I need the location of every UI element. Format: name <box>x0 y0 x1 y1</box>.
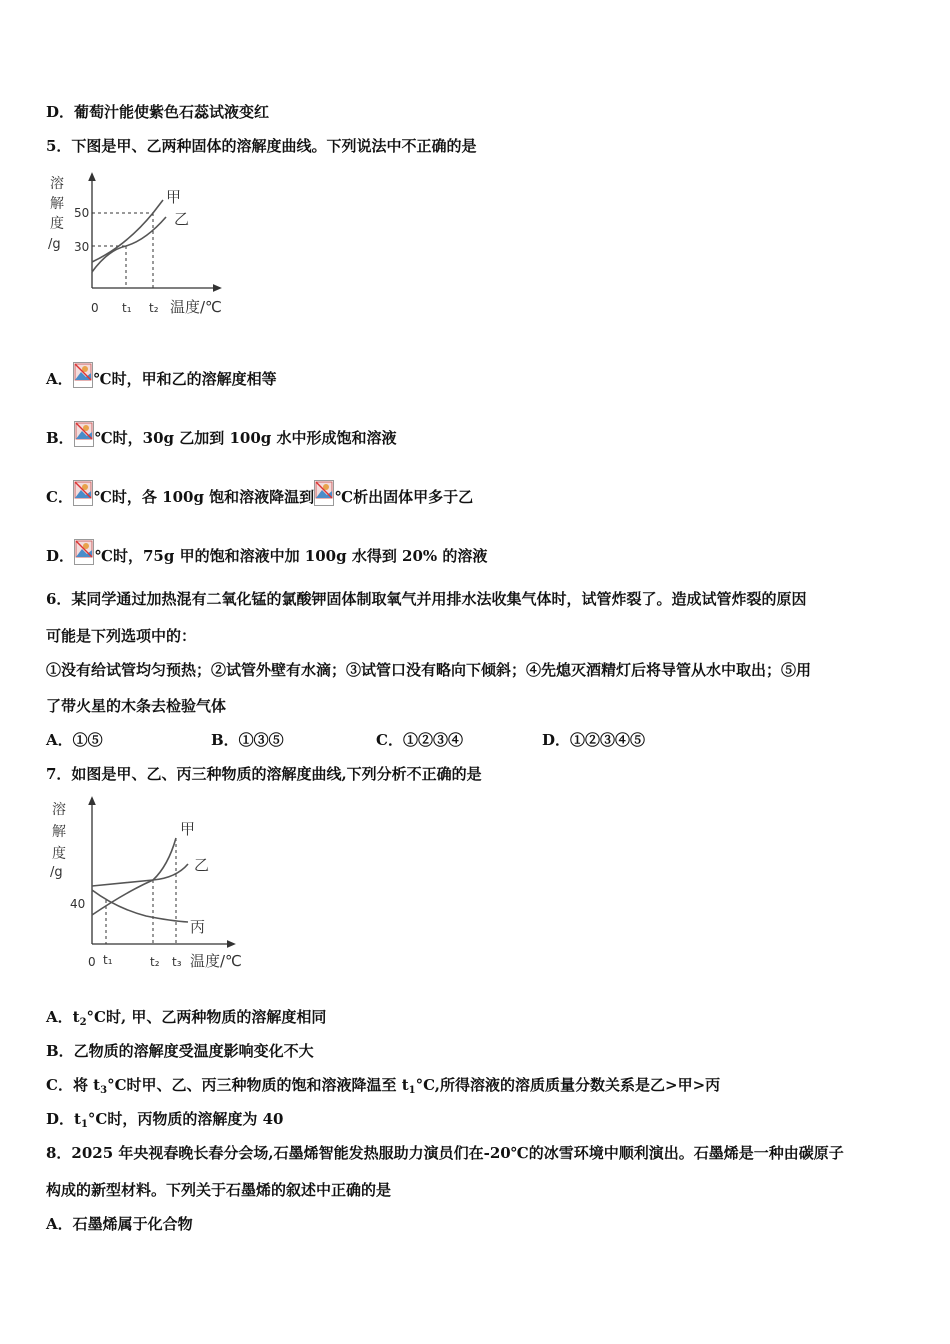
q6-stem-1: 6．某同学通过加热混有二氧化锰的氯酸钾固体制取氧气并用排水法收集气体时，试管炸裂了。造成试管炸裂的原因 <box>46 590 807 608</box>
q7-option-c <box>46 1075 720 1095</box>
q7-option-d-letter: D． <box>46 1110 75 1128</box>
q5-xlabel: 温度/℃ <box>170 298 222 316</box>
q7-ylabel-3: 度 <box>52 846 66 862</box>
q7-xtick-t1: t₁ <box>103 953 113 967</box>
q7-option-d-t: t <box>74 1110 81 1128</box>
q5-curve-yi <box>92 217 166 272</box>
broken-image-icon <box>314 480 334 506</box>
q7-curve-yi <box>92 864 188 886</box>
q7-option-c-mid: °C时甲、乙、丙三种物质的饱和溶液降温至 t <box>107 1076 409 1094</box>
q5-xtick-t1: t₁ <box>122 301 132 315</box>
q5-ylabel-2: 解 <box>50 196 64 212</box>
q7-option-c-pre: C．将 t <box>46 1076 101 1094</box>
q7-label-yi: 乙 <box>194 856 210 874</box>
q7-option-d-sub: 1 <box>80 1119 88 1130</box>
q7-option-a-text: °C时, 甲、乙两种物质的溶解度相同 <box>86 1008 327 1026</box>
q7-label-jia: 甲 <box>180 820 196 838</box>
q5-xtick-t2: t₂ <box>149 301 159 315</box>
q6-stem-4: 了带火星的木条去检验气体 <box>46 697 227 715</box>
q7-option-c-post: °C,所得溶液的溶质质量分数关系是乙>甲>丙 <box>415 1076 721 1094</box>
q7-option-d-text: °C时，丙物质的溶解度为 40 <box>87 1110 284 1128</box>
q7-curve-jia <box>92 838 176 915</box>
q5-option-b <box>46 421 397 448</box>
q5-ylabel-3: 度 <box>50 216 64 232</box>
q5-label-jia: 甲 <box>166 188 182 206</box>
q5-option-d-letter: D． <box>46 547 75 565</box>
q7-label-bing: 丙 <box>190 918 206 936</box>
q7-xtick-0: 0 <box>88 955 96 969</box>
q5-option-d <box>46 539 487 566</box>
q7-ylabel-2: 解 <box>52 824 66 840</box>
q7-option-c-sub1: 3 <box>100 1085 108 1096</box>
q5-option-a <box>46 362 277 389</box>
q7-option-d <box>46 1109 283 1129</box>
q5-option-d-text: ℃时，75g 甲的饱和溶液中加 100g 水得到 20% 的溶液 <box>95 547 488 565</box>
q5-option-a-text: ℃时，甲和乙的溶解度相等 <box>93 370 277 388</box>
broken-image-icon <box>73 362 93 388</box>
q4-option-d: D．葡萄汁能使紫色石蕊试液变红 <box>46 103 270 121</box>
q6-option-d: D．①②③④⑤ <box>542 731 646 749</box>
q7-option-b: B．乙物质的溶解度受温度影响变化不大 <box>46 1042 314 1060</box>
q7-stem: 7．如图是甲、乙、丙三种物质的溶解度曲线,下列分析不正确的是 <box>46 765 482 783</box>
q5-option-c-text-b: ℃析出固体甲多于乙 <box>335 488 474 506</box>
q7-xtick-t2: t₂ <box>150 955 160 969</box>
q8-option-a: A．石墨烯属于化合物 <box>46 1215 193 1233</box>
q7-option-c-sub2: 1 <box>408 1085 416 1096</box>
q6-stem-2: 可能是下列选项中的： <box>46 627 197 645</box>
q5-option-c <box>46 480 473 507</box>
q5-stem: 5．下图是甲、乙两种固体的溶解度曲线。下列说法中不正确的是 <box>46 137 477 155</box>
q6-option-c: C．①②③④ <box>376 731 463 749</box>
q5-label-yi: 乙 <box>174 210 190 228</box>
q5-ylabel-4: /g <box>48 237 61 252</box>
q7-option-a-sub: 2 <box>79 1017 87 1028</box>
q5-solubility-chart <box>46 170 246 320</box>
q6-option-b: B．①③⑤ <box>211 731 284 749</box>
q5-option-b-letter: B． <box>46 429 74 447</box>
q7-option-a <box>46 1007 326 1027</box>
q5-ytick-50: 50 <box>74 206 90 220</box>
q6-stem-3: ①没有给试管均匀预热；②试管外壁有水滴；③试管口没有略向下倾斜；④先熄灭酒精灯后将导管从水中取出；⑤用 <box>46 661 812 679</box>
q5-ylabel-1: 溶 <box>50 176 64 192</box>
q7-option-a-t: t <box>72 1008 80 1026</box>
broken-image-icon <box>74 421 94 447</box>
q7-solubility-chart <box>46 796 256 976</box>
q7-option-a-letter: A． <box>46 1008 73 1026</box>
q5-option-c-text-a: ℃时，各 100g 饱和溶液降温到 <box>93 488 315 506</box>
q8-stem-1: 8．2025 年央视春晚长春分会场,石墨烯智能发热服助力演员们在-20℃的冰雪环境中顺利演出。石墨烯是一种由碳原子 <box>46 1144 844 1162</box>
q7-xtick-t3: t₃ <box>172 955 182 969</box>
q7-ytick-40: 40 <box>70 897 86 911</box>
q7-ylabel-4: /g <box>50 865 63 880</box>
q7-ylabel-1: 溶 <box>52 802 66 818</box>
q5-option-b-text: ℃时，30g 乙加到 100g 水中形成饱和溶液 <box>94 429 397 447</box>
q6-options <box>46 730 906 750</box>
broken-image-icon <box>74 539 94 565</box>
q7-xlabel: 温度/℃ <box>190 952 242 970</box>
q5-option-a-letter: A． <box>46 370 73 388</box>
broken-image-icon <box>73 480 93 506</box>
q6-option-a: A．①⑤ <box>46 731 103 749</box>
q5-option-c-letter: C． <box>46 488 73 506</box>
q5-xtick-0: 0 <box>91 301 99 315</box>
q8-stem-2: 构成的新型材料。下列关于石墨烯的叙述中正确的是 <box>46 1181 392 1199</box>
q5-ytick-30: 30 <box>74 240 90 254</box>
